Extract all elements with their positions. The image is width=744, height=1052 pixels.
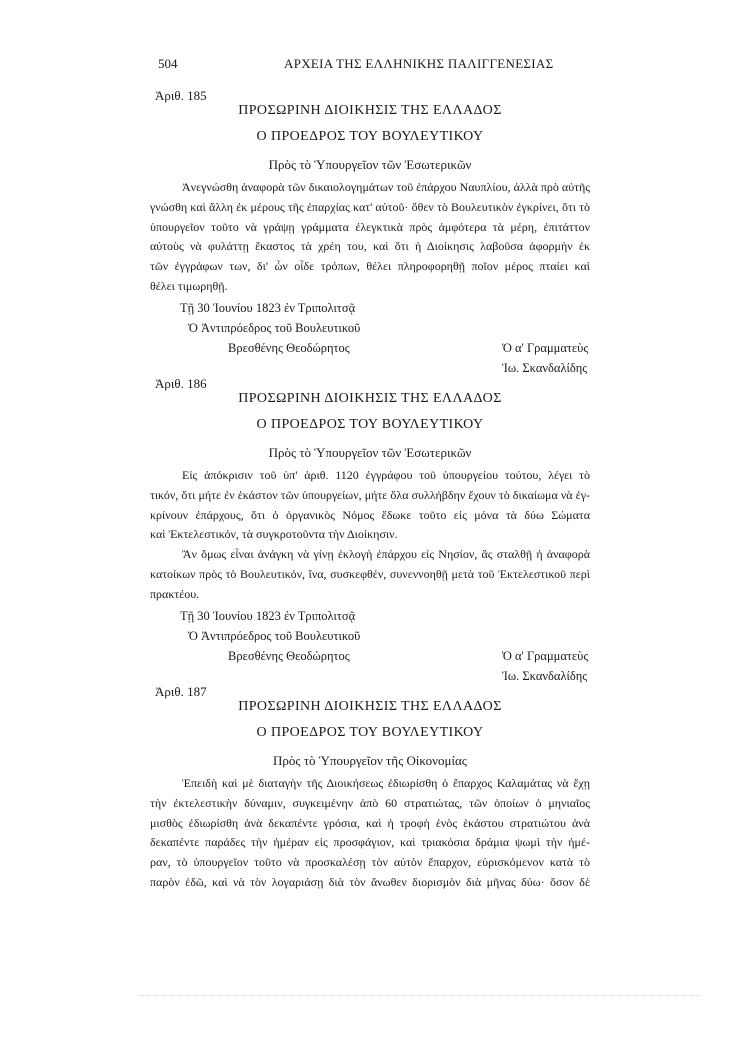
signatory-name-left: Βρεσθένης Θεοδώρητος bbox=[228, 648, 350, 663]
document-number: Ἀριθ. 185 bbox=[155, 88, 207, 103]
body-line: κατοίκων πρὸς τὸ Βουλευτικόν, ἵνα, συσκεφθέν, συνεννοηθῇ μετὰ τοῦ Ἐκτελεστικοῦ περὶ bbox=[150, 566, 590, 581]
document-body bbox=[150, 466, 590, 605]
document-body bbox=[150, 178, 590, 297]
body-line: τικόν, ὅτι μήτε ἐν ἑκάστον τῶν ὑπουργείων, μήτε ὅλα συλλήβδην ἔχουν τὸ δικαίωμα νὰ ἐγ- bbox=[150, 487, 590, 502]
page-number: 504 bbox=[158, 56, 178, 71]
scan-artifact-divider bbox=[140, 995, 700, 1000]
signature-block bbox=[150, 605, 590, 685]
signatory-title-left: Ὁ Ἀντιπρόεδρος τοῦ Βουλευτικοῦ bbox=[188, 628, 361, 643]
document-186 bbox=[150, 374, 590, 685]
document-subtitle: Ο ΠΡΟΕΔΡΟΣ ΤΟΥ ΒΟΥΛΕΥΤΙΚΟΥ bbox=[256, 725, 484, 740]
body-line: Ἐπειδὴ καὶ μὲ διαταγὴν τῆς Διοικήσεως ἐδιωρίσθη ὁ ἔπαρχος Καλαμάτας νὰ ἔχῃ bbox=[182, 776, 590, 790]
document-subtitle: Ο ΠΡΟΕΔΡΟΣ ΤΟΥ ΒΟΥΛΕΥΤΙΚΟΥ bbox=[256, 129, 484, 144]
running-title: ΑΡΧΕΙΑ ΤΗΣ ΕΛΛΗΝΙΚΗΣ ΠΑΛΙΓΓΕΝΕΣΙΑΣ bbox=[284, 56, 554, 71]
body-line: Ἂν ὅμως εἶναι ἀνάγκη νὰ γίνῃ ἐκλογὴ ἐπάρχου εἰς Νησίον, ἂς σταλθῇ ἡ ἀναφορὰ bbox=[182, 547, 590, 562]
document-body bbox=[150, 774, 590, 893]
document-185 bbox=[150, 86, 590, 377]
body-line: μισθὸς ἐδιωρίσθη ἀνὰ δεκαπέντε γρόσια, καὶ ἡ τροφὴ ἑνὸς ἑκάστου στρατιώτου ἀνὰ bbox=[150, 815, 590, 830]
document-title: ΠΡΟΣΩΡΙΝΗ ΔΙΟΙΚΗΣΙΣ ΤΗΣ ΕΛΛΑΔΟΣ bbox=[238, 103, 502, 118]
signature-block bbox=[150, 297, 590, 377]
document-number: Ἀριθ. 187 bbox=[155, 684, 207, 699]
document-title: ΠΡΟΣΩΡΙΝΗ ΔΙΟΙΚΗΣΙΣ ΤΗΣ ΕΛΛΑΔΟΣ bbox=[238, 391, 502, 406]
body-line: Ἀνεγνώσθη ἀναφορὰ τῶν δικαιολογημάτων τοῦ ἐπάρχου Ναυπλίου, ἀλλὰ πρὸ αὐτῆς bbox=[182, 180, 590, 194]
document-title: ΠΡΟΣΩΡΙΝΗ ΔΙΟΙΚΗΣΙΣ ΤΗΣ ΕΛΛΑΔΟΣ bbox=[238, 699, 502, 714]
body-line: τὴν ἐκτελεστικὴν δύναμιν, συγκειμένην ἀπὸ 60 στρατιώτας, τῶν ὁποίων ὁ μηνιαῖος bbox=[150, 795, 590, 810]
body-line: γνώσθη καὶ ἄλλη ἐκ μέρους τῆς ἐπαρχίας κατ' αὐτοῦ· ὅθεν τὸ Βουλευτικὸν ἐγκρίνει, ὅτι τὸ bbox=[150, 199, 590, 214]
signatory-name-left: Βρεσθένης Θεοδώρητος bbox=[228, 340, 350, 355]
signatory-name-right: Ἰω. Σκανδαλίδης bbox=[502, 360, 588, 375]
document-date: Τῇ 30 Ἰουνίου 1823 ἐν Τριπολιτσᾷ bbox=[180, 300, 356, 315]
body-line: δεκαπέντε παράδες τὴν ἡμέραν εἰς προσφάγιον, καὶ τριακόσια δράμια ψωμὶ τὴν ἡμέ- bbox=[150, 835, 590, 850]
body-line: θέλει τιμωρηθῇ. bbox=[150, 278, 228, 293]
body-line: πρακτέου. bbox=[150, 586, 200, 601]
signatory-title-right: Ὁ α' Γραμματεὺς bbox=[502, 340, 589, 355]
document-addressee: Πρὸς τὸ Ὑπουργεῖον τῶν Ἐσωτερικῶν bbox=[268, 445, 472, 460]
body-line: παρὸν ἐδῶ, καὶ νὰ τὸν λογαριάσῃ διὰ τὸν ἄνωθεν διορισμὸν διὰ μῆνας δύω· ὅσον δὲ bbox=[150, 874, 590, 889]
document-addressee: Πρὸς τὸ Ὑπουργεῖον τῶν Ἐσωτερικῶν bbox=[268, 157, 472, 172]
body-line: αὐτοὺς νὰ φυλάττῃ ἕκαστος τὰ χρέη του, καὶ ὅτι ἡ Διοίκησις λαβοῦσα ἀφορμὴν ἐκ bbox=[150, 239, 590, 254]
signatory-name-right: Ἰω. Σκανδαλίδης bbox=[502, 668, 588, 683]
document-date: Τῇ 30 Ἰουνίου 1823 ἐν Τριπολιτσᾷ bbox=[180, 608, 356, 623]
body-line: καὶ Ἐκτελεστικόν, τὰ συγκροτοῦντα τὴν Διοίκησιν. bbox=[150, 527, 398, 542]
document-addressee: Πρὸς τὸ Ὑπουργεῖον τῆς Οἰκονομίας bbox=[273, 753, 467, 768]
document-187 bbox=[150, 682, 590, 893]
running-header bbox=[158, 56, 588, 76]
body-line: Εἰς ἀπόκρισιν τοῦ ὑπ' ἀριθ. 1120 ἐγγράφου τοῦ ὑπουργείου τούτου, λέγει τὸ bbox=[182, 468, 590, 482]
document-number: Ἀριθ. 186 bbox=[155, 376, 207, 391]
signatory-title-right: Ὁ α' Γραμματεὺς bbox=[502, 648, 589, 663]
body-line: ραν, τὸ ὑπουργεῖον τοῦτο νὰ προσκαλέσῃ τὸν αὐτὸν ἔπαρχον, εὑρισκόμενον κατὰ τὸ bbox=[150, 855, 590, 870]
document-subtitle: Ο ΠΡΟΕΔΡΟΣ ΤΟΥ ΒΟΥΛΕΥΤΙΚΟΥ bbox=[256, 417, 484, 432]
body-line: ὑπουργεῖον τοῦτο νὰ γράψῃ γράμματα ἐλεγκτικὰ πρὸς ἀμφότερα τὰ μέρη, ἐπιτάττον bbox=[150, 219, 590, 234]
signatory-title-left: Ὁ Ἀντιπρόεδρος τοῦ Βουλευτικοῦ bbox=[188, 320, 361, 335]
body-line: τῶν ἐγγράφων των, δι' ὧν οἶδε τρόπων, θέλει πληροφορηθῇ ποῖον μέρος πταίει καὶ bbox=[150, 259, 590, 274]
body-line: κρίνουν ἐπάρχους, ὅτι ὁ ὀργανικὸς Νόμος ἔδωκε τοῦτο εἰς μόνα τὰ δύω Σώματα bbox=[150, 507, 590, 522]
